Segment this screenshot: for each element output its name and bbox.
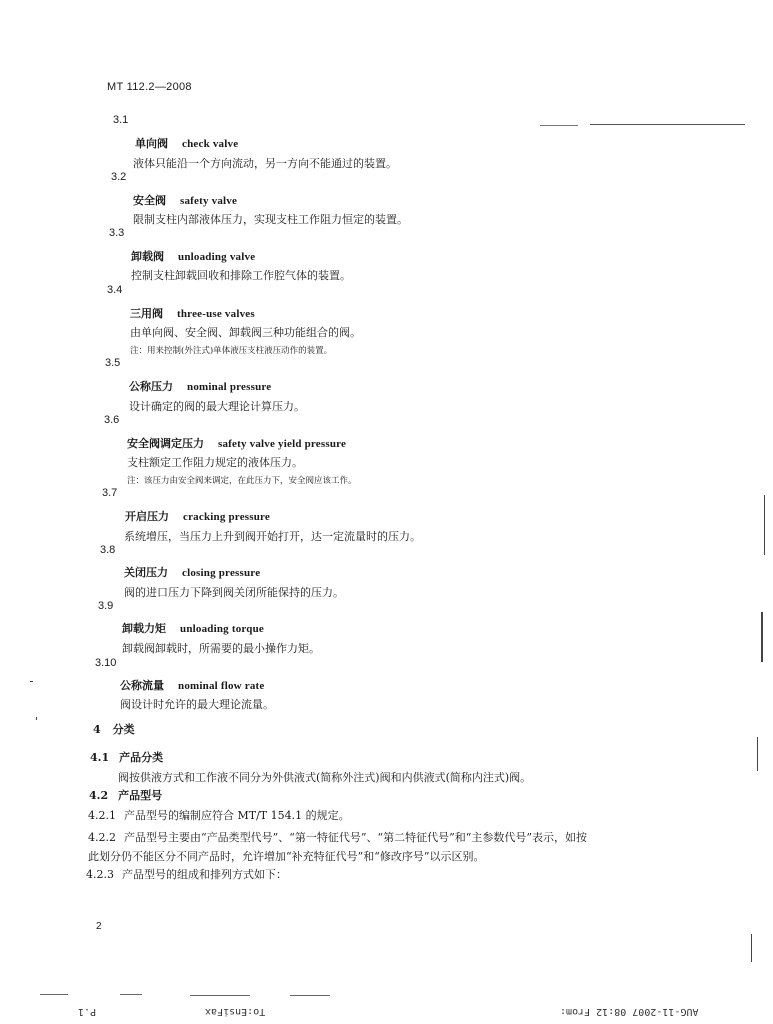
term-number: 3.7: [102, 487, 118, 499]
section-title: 分类: [112, 723, 135, 736]
term-definition: 支柱额定工作阻力规定的液体压力。: [127, 456, 303, 469]
term-definition: 系统增压，当压力上升到阀开始打开，达一定流量时的压力。: [124, 530, 421, 543]
term-definition: 阀设计时允许的最大理论流量。: [120, 698, 274, 711]
term-title: [135, 135, 238, 151]
page-number: 2: [96, 921, 102, 932]
term-en: closing pressure: [182, 567, 261, 579]
scan-mark: [751, 934, 752, 962]
term-number: 3.3: [109, 227, 125, 239]
term-en: safety valve yield pressure: [218, 438, 347, 450]
section-heading: [93, 721, 135, 737]
subsection-title: 产品型号: [118, 789, 163, 802]
term-note: 注：用来控制(外注式)单体液压支柱液压动作的装置。: [130, 346, 333, 356]
standard-code: MT 112.2—2008: [107, 81, 192, 93]
term-title: [131, 248, 255, 264]
term-zh: 单向阀: [135, 137, 168, 150]
subsection-title: 产品分类: [119, 751, 164, 764]
scan-mark: [40, 994, 68, 995]
fax-date: AUG-11-2007 08:12 From:: [560, 1006, 699, 1017]
clause-text: 产品型号的编制应符合 MT/T 154.1 的规定。: [124, 809, 350, 822]
scan-mark: [764, 495, 765, 555]
fax-page: P.1: [78, 1006, 97, 1017]
subsection-number: 4.2: [89, 789, 109, 802]
term-title: [125, 508, 270, 524]
term-definition: 由单向阀、安全阀、卸载阀三种功能组合的阀。: [130, 326, 361, 339]
term-definition: 控制支柱卸载回收和排除工作腔气体的装置。: [131, 269, 351, 282]
term-en: unloading torque: [180, 623, 264, 635]
section-number: 4: [93, 723, 101, 736]
term-title: [130, 305, 255, 321]
paragraph: 阀按供液方式和工作液不同分为外供液式(简称外注式)阀和内供液式(简称内注式)阀。: [118, 771, 532, 784]
paragraph: [86, 866, 287, 882]
clause-number: 4.2.1: [88, 809, 116, 822]
fax-to: To:EnsiFax: [205, 1006, 266, 1017]
scan-mark: [190, 995, 250, 996]
term-en: cracking pressure: [183, 511, 271, 523]
paragraph: [88, 829, 587, 845]
scan-mark: [540, 125, 578, 126]
term-number: 3.8: [100, 544, 116, 556]
term-en: check valve: [182, 138, 239, 150]
term-definition: 液体只能沿一个方向流动，另一方向不能通过的装置。: [133, 157, 397, 170]
paragraph: [88, 807, 350, 823]
term-definition: 阀的进口压力下降到阀关闭所能保持的压力。: [124, 586, 344, 599]
term-zh: 开启压力: [125, 510, 169, 523]
term-number: 3.1: [113, 114, 129, 126]
subsection-heading: [89, 787, 162, 803]
scan-mark: [757, 737, 758, 771]
scan-mark: [761, 612, 763, 662]
clause-number: 4.2.3: [86, 868, 114, 881]
term-zh: 公称压力: [129, 380, 173, 393]
paragraph-continuation: 此划分仍不能区分不同产品时，允许增加“补充特征代号”和“修改序号”以示区别。: [88, 850, 485, 863]
term-zh: 卸载阀: [131, 250, 164, 263]
scan-mark: [36, 717, 37, 720]
scan-mark: [30, 681, 33, 682]
clause-text: 产品型号主要由“产品类型代号”、“第一特征代号”、“第二特征代号”和“主参数代号”表示，如按: [124, 831, 587, 844]
term-en: nominal pressure: [187, 381, 272, 393]
term-title: [122, 620, 264, 636]
term-en: nominal flow rate: [178, 680, 265, 692]
scan-mark: [590, 124, 745, 125]
term-number: 3.9: [98, 600, 114, 612]
clause-text: 产品型号的组成和排列方式如下：: [122, 868, 287, 881]
term-number: 3.5: [105, 357, 121, 369]
scan-mark: [120, 994, 142, 995]
term-zh: 卸载力矩: [122, 622, 166, 635]
term-number: 3.10: [95, 657, 117, 669]
term-zh: 安全阀调定压力: [127, 437, 204, 450]
term-zh: 公称流量: [120, 679, 164, 692]
term-number: 3.4: [107, 284, 123, 296]
term-definition: 设计确定的阀的最大理论计算压力。: [129, 400, 305, 413]
clause-number: 4.2.2: [88, 831, 116, 844]
term-number: 3.6: [104, 414, 120, 426]
term-title: [120, 677, 265, 693]
term-en: three-use valves: [177, 308, 255, 320]
term-title: [133, 192, 237, 208]
term-title: [127, 435, 346, 451]
term-en: unloading valve: [178, 251, 256, 263]
term-note: 注：该压力由安全阀来调定，在此压力下，安全阀应该工作。: [127, 476, 357, 486]
term-zh: 安全阀: [133, 194, 166, 207]
term-definition: 卸载阀卸载时，所需要的最小操作力矩。: [122, 642, 320, 655]
term-title: [124, 564, 260, 580]
subsection-heading: [90, 749, 163, 765]
term-zh: 关闭压力: [124, 566, 168, 579]
term-number: 3.2: [111, 171, 127, 183]
term-title: [129, 378, 271, 394]
subsection-number: 4.1: [90, 751, 110, 764]
term-en: safety valve: [180, 195, 238, 207]
term-zh: 三用阀: [130, 307, 163, 320]
scan-mark: [290, 995, 330, 996]
term-definition: 限制支柱内部液体压力，实现支柱工作阻力恒定的装置。: [133, 213, 408, 226]
